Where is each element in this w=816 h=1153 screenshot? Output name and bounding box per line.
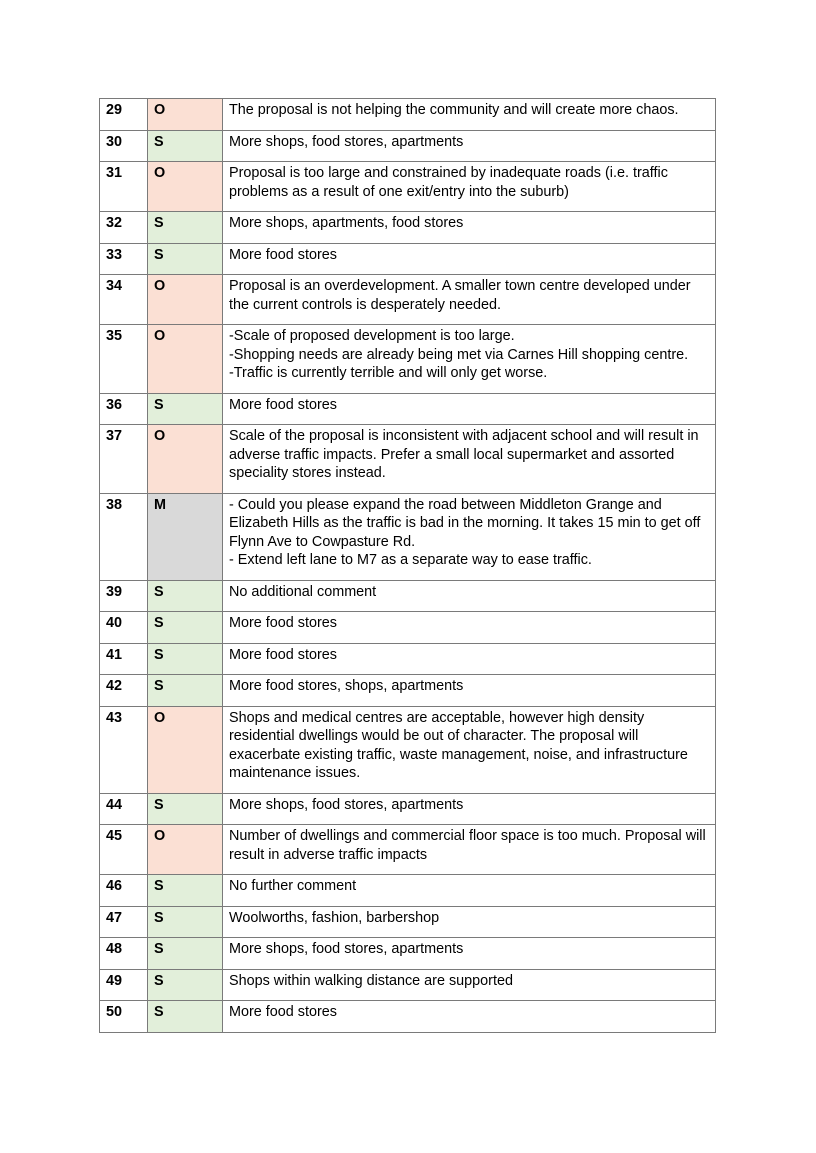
comment-line: More food stores	[229, 396, 337, 413]
submission-comment	[223, 906, 716, 938]
submission-position: S	[148, 612, 223, 644]
submission-position: O	[148, 425, 223, 494]
submission-comment	[223, 612, 716, 644]
table-row	[100, 706, 716, 793]
submission-position: O	[148, 825, 223, 875]
table-row	[100, 99, 716, 131]
table-row	[100, 938, 716, 970]
table-row	[100, 675, 716, 707]
submission-number: 45	[100, 825, 148, 875]
submission-position: O	[148, 706, 223, 793]
submission-position: S	[148, 793, 223, 825]
comment-line: - Extend left lane to M7 as a separate way to ease traffic.	[229, 552, 592, 568]
comment-line: Shops and medical centres are acceptable, however high density residential dwellings would be out of character. The proposal will exacerbate existing traffic, waste management, noise, and infrastructure maintenance issues.	[229, 709, 688, 781]
submission-position: M	[148, 493, 223, 580]
submission-comment	[223, 130, 716, 162]
submission-number: 29	[100, 99, 148, 131]
submission-number: 40	[100, 612, 148, 644]
submission-comment	[223, 825, 716, 875]
table-row	[100, 130, 716, 162]
comment-line: More shops, food stores, apartments	[229, 796, 464, 813]
submission-number: 47	[100, 906, 148, 938]
comment-line: No further comment	[229, 878, 357, 894]
submission-position: O	[148, 162, 223, 212]
table-row	[100, 643, 716, 675]
submission-number: 33	[100, 243, 148, 275]
table-row	[100, 393, 716, 425]
submission-position: S	[148, 875, 223, 907]
submission-position: S	[148, 393, 223, 425]
submission-comment	[223, 580, 716, 612]
comment-line: More food stores	[229, 615, 337, 631]
submission-position: S	[148, 243, 223, 275]
submission-number: 50	[100, 1001, 148, 1033]
submission-comment	[223, 99, 716, 131]
comment-line: More food stores	[229, 1004, 337, 1020]
submission-comment	[223, 243, 716, 275]
table-row	[100, 243, 716, 275]
submission-number: 43	[100, 706, 148, 793]
submission-number: 32	[100, 212, 148, 244]
submissions-table-body	[100, 99, 716, 1033]
comment-line: No additional comment	[229, 583, 377, 600]
comment-line: Woolworths, fashion, barbershop	[229, 909, 440, 926]
submission-position: S	[148, 1001, 223, 1033]
table-row	[100, 162, 716, 212]
table-row	[100, 825, 716, 875]
submission-number: 38	[100, 493, 148, 580]
submission-comment	[223, 706, 716, 793]
comment-line: - Could you please expand the road between Middleton Grange and Elizabeth Hills as the traffic is bad in the morning. It takes 15 min to get off Flynn Ave to Cowpasture Rd.	[229, 496, 701, 550]
comment-line: -Traffic is currently terrible and will only get worse.	[229, 365, 548, 381]
table-row	[100, 275, 716, 325]
submission-number: 30	[100, 130, 148, 162]
submission-position: S	[148, 212, 223, 244]
table-row	[100, 425, 716, 494]
table-row	[100, 325, 716, 394]
submission-position: S	[148, 969, 223, 1001]
submission-comment	[223, 938, 716, 970]
submission-position: S	[148, 675, 223, 707]
table-row	[100, 1001, 716, 1033]
submission-position: S	[148, 643, 223, 675]
table-row	[100, 793, 716, 825]
submission-comment	[223, 675, 716, 707]
submission-number: 35	[100, 325, 148, 394]
comment-line: More shops, food stores, apartments	[229, 133, 464, 150]
comment-line: More food stores	[229, 646, 337, 663]
submission-comment	[223, 425, 716, 494]
submission-comment	[223, 493, 716, 580]
table-row	[100, 212, 716, 244]
table-row	[100, 906, 716, 938]
submission-number: 39	[100, 580, 148, 612]
submission-comment	[223, 212, 716, 244]
submissions-table	[99, 98, 716, 1033]
submission-number: 49	[100, 969, 148, 1001]
submission-comment	[223, 1001, 716, 1033]
comment-line: The proposal is not helping the community and will create more chaos.	[229, 102, 679, 118]
submission-comment	[223, 162, 716, 212]
submission-comment	[223, 643, 716, 675]
submission-comment	[223, 325, 716, 394]
table-row	[100, 875, 716, 907]
comment-line: -Scale of proposed development is too large.	[229, 328, 515, 344]
comment-line: More food stores	[229, 246, 337, 263]
table-row	[100, 580, 716, 612]
comment-line: More shops, apartments, food stores	[229, 215, 464, 231]
submission-comment	[223, 393, 716, 425]
comment-line: Proposal is an overdevelopment. A smaller town centre developed under the current controls is desperately needed.	[229, 278, 691, 313]
submission-number: 37	[100, 425, 148, 494]
submission-comment	[223, 275, 716, 325]
submission-number: 48	[100, 938, 148, 970]
comment-line: More food stores, shops, apartments	[229, 678, 464, 694]
submission-number: 42	[100, 675, 148, 707]
submission-comment	[223, 969, 716, 1001]
submission-position: S	[148, 938, 223, 970]
submission-comment	[223, 875, 716, 907]
comment-line: More shops, food stores, apartments	[229, 941, 464, 957]
submission-number: 46	[100, 875, 148, 907]
submission-comment	[223, 793, 716, 825]
table-row	[100, 493, 716, 580]
submission-number: 44	[100, 793, 148, 825]
submission-position: O	[148, 99, 223, 131]
submission-number: 31	[100, 162, 148, 212]
comment-line: -Shopping needs are already being met via Carnes Hill shopping centre.	[229, 346, 689, 363]
submission-number: 34	[100, 275, 148, 325]
submission-position: O	[148, 275, 223, 325]
submission-number: 36	[100, 393, 148, 425]
submission-position: S	[148, 580, 223, 612]
submission-position: O	[148, 325, 223, 394]
comment-line: Shops within walking distance are supported	[229, 972, 513, 989]
comment-line: Number of dwellings and commercial floor space is too much. Proposal will result in adverse traffic impacts	[229, 828, 706, 863]
table-row	[100, 969, 716, 1001]
submission-position: S	[148, 130, 223, 162]
comment-line: Scale of the proposal is inconsistent with adjacent school and will result in adverse traffic impacts. Prefer a small local supermarket and assorted speciality stores instead.	[229, 428, 699, 481]
comment-line: Proposal is too large and constrained by inadequate roads (i.e. traffic problems as a result of one exit/entry into the suburb)	[229, 165, 668, 200]
table-row	[100, 612, 716, 644]
submission-number: 41	[100, 643, 148, 675]
submission-position: S	[148, 906, 223, 938]
